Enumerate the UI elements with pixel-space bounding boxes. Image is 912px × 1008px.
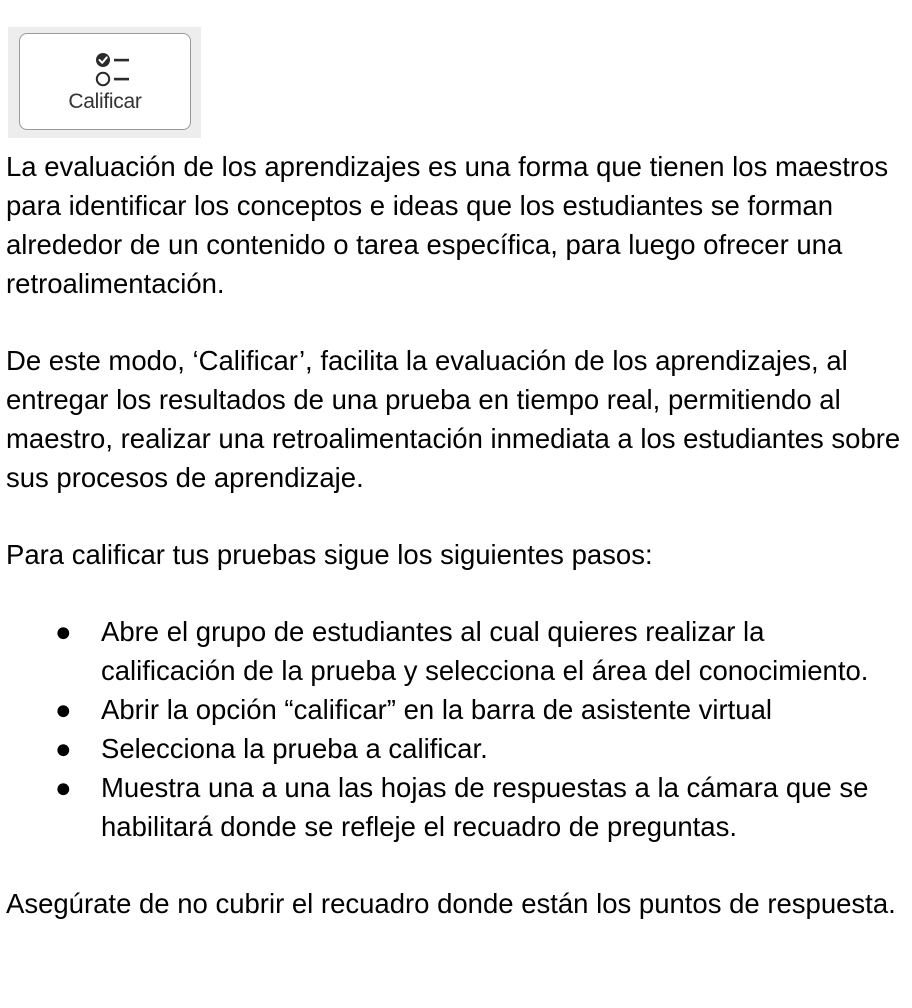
document-body	[6, 147, 912, 923]
list-item	[6, 690, 901, 729]
step-text: Abrir la opción “calificar” en la barra de asistente virtual	[101, 694, 772, 725]
bullet-icon: ●	[55, 733, 72, 764]
list-item	[6, 729, 901, 768]
button-screenshot-frame	[8, 27, 201, 138]
step-text: Muestra una a una las hojas de respuestas a la cámara que se habilitará donde se refleje el recuadro de preguntas.	[101, 772, 869, 842]
checklist-icon	[94, 50, 138, 90]
description-paragraph: De este modo, ‘Calificar’, facilita la evaluación de los aprendizajes, al entregar los resultados de una prueba en tiempo real, permitiendo al maestro, realizar una retroalimentación inmediata a los estudiantes sobre sus procesos de aprendizaje.	[6, 345, 901, 493]
list-item	[6, 612, 901, 690]
note-paragraph: Asegúrate de no cubrir el recuadro donde están los puntos de respuesta.	[6, 888, 896, 919]
steps-intro: Para calificar tus pruebas sigue los siguientes pasos:	[6, 539, 653, 570]
intro-paragraph: La evaluación de los aprendizajes es una forma que tienen los maestros para identificar los conceptos e ideas que los estudiantes se forman alrededor de un contenido o tarea específica, para luego ofrecer una retroalimentación.	[6, 151, 889, 299]
bullet-icon: ●	[55, 616, 72, 647]
step-text: Abre el grupo de estudiantes al cual quieres realizar la calificación de la prueba y selecciona el área del conocimiento.	[101, 616, 869, 686]
calificar-button-label: Calificar	[68, 90, 142, 113]
calificar-button[interactable]	[19, 33, 191, 130]
steps-list	[6, 612, 912, 846]
bullet-icon: ●	[55, 772, 72, 803]
step-text: Selecciona la prueba a calificar.	[101, 733, 488, 764]
bullet-icon: ●	[55, 694, 72, 725]
list-item	[6, 768, 901, 846]
